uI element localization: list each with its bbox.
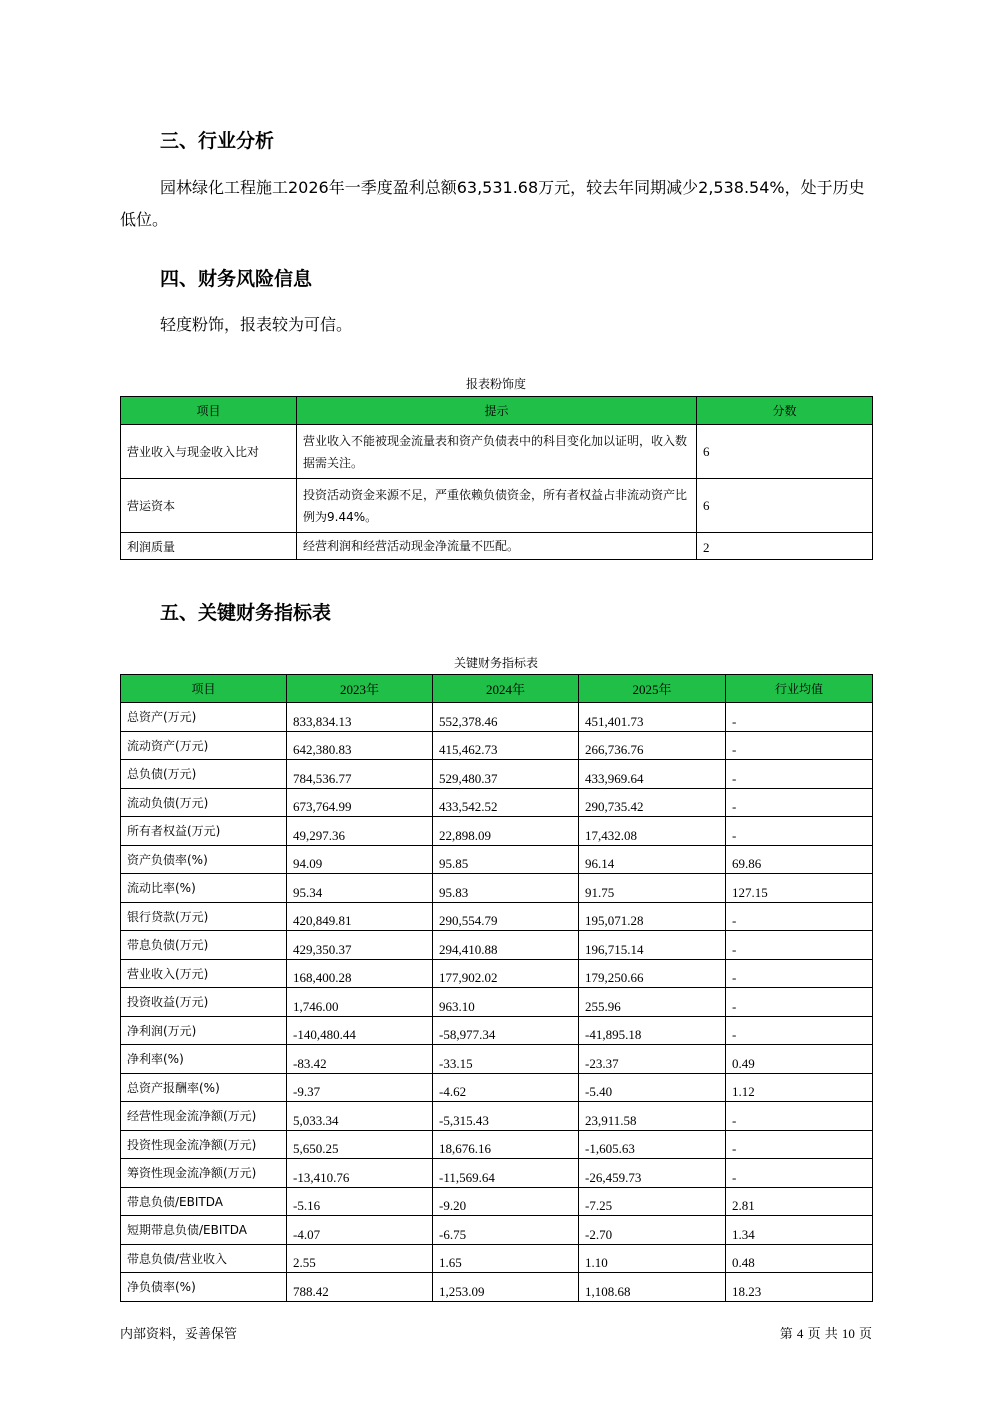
- value-cell: -33.15: [433, 1045, 579, 1074]
- value-cell: 95.34: [287, 874, 433, 903]
- table-row: [121, 1273, 873, 1302]
- value-cell: 0.48: [726, 1244, 873, 1273]
- indicator-name-cell: 净利率(%): [121, 1045, 287, 1074]
- value-cell: 451,401.73: [579, 703, 726, 732]
- value-cell: -: [726, 988, 873, 1017]
- indicator-name-cell: 净利润(万元): [121, 1016, 287, 1045]
- table-row: [121, 760, 873, 789]
- value-cell: 195,071.28: [579, 902, 726, 931]
- table1-header-row: [121, 397, 873, 425]
- indicator-name-cell: 营业收入(万元): [121, 959, 287, 988]
- value-cell: 642,380.83: [287, 731, 433, 760]
- table-row: [121, 902, 873, 931]
- value-cell: -26,459.73: [579, 1159, 726, 1188]
- value-cell: -: [726, 1159, 873, 1188]
- value-cell: 96.14: [579, 845, 726, 874]
- whitewash-table: [120, 396, 873, 560]
- table-row: [121, 703, 873, 732]
- value-cell: -9.20: [433, 1187, 579, 1216]
- table-row: [121, 931, 873, 960]
- table-row: [121, 1016, 873, 1045]
- section-3-text: 园林绿化工程施工2026年一季度盈利总额63,531.68万元，较去年同期减少2,538.54%，处于历史低位。: [120, 178, 865, 229]
- value-cell: 168,400.28: [287, 959, 433, 988]
- section-4-title: 四、财务风险信息: [160, 268, 313, 290]
- value-cell: -6.75: [433, 1216, 579, 1245]
- indicator-name-cell: 筹资性现金流净额(万元): [121, 1159, 287, 1188]
- value-cell: 49,297.36: [287, 817, 433, 846]
- footer-page-info: [780, 1323, 872, 1342]
- section-5-title: 五、关键财务指标表: [160, 602, 332, 624]
- table-row: [121, 817, 873, 846]
- indicator-name-cell: 流动比率(%): [121, 874, 287, 903]
- value-cell: -: [726, 703, 873, 732]
- value-cell: 18.23: [726, 1273, 873, 1302]
- value-cell: 784,536.77: [287, 760, 433, 789]
- table1-header-cell: 提示: [297, 397, 697, 425]
- value-cell: 420,849.81: [287, 902, 433, 931]
- table-row: [121, 1130, 873, 1159]
- value-cell: 91.75: [579, 874, 726, 903]
- value-cell: -7.25: [579, 1187, 726, 1216]
- value-cell: -: [726, 788, 873, 817]
- value-cell: 1.10: [579, 1244, 726, 1273]
- table-row: [121, 959, 873, 988]
- value-cell: -4.62: [433, 1073, 579, 1102]
- score-cell: 6: [697, 425, 873, 479]
- table2-caption: 关键财务指标表: [453, 656, 538, 670]
- value-cell: 22,898.09: [433, 817, 579, 846]
- value-cell: -1,605.63: [579, 1130, 726, 1159]
- value-cell: -58,977.34: [433, 1016, 579, 1045]
- value-cell: 179,250.66: [579, 959, 726, 988]
- value-cell: 294,410.88: [433, 931, 579, 960]
- value-cell: 177,902.02: [433, 959, 579, 988]
- value-cell: -5.40: [579, 1073, 726, 1102]
- footer-confidential-note: 内部资料，妥善保管: [120, 1327, 238, 1342]
- value-cell: -140,480.44: [287, 1016, 433, 1045]
- table-row: [121, 845, 873, 874]
- indicator-name-cell: 净负债率(%): [121, 1273, 287, 1302]
- section-3-title: 三、行业分析: [160, 130, 275, 152]
- section-4-text: 轻度粉饰，报表较为可信。: [160, 315, 353, 334]
- table2-header-cell: 2023年: [287, 675, 433, 703]
- value-cell: 290,735.42: [579, 788, 726, 817]
- page-suffix: 页: [858, 1327, 872, 1342]
- value-cell: 18,676.16: [433, 1130, 579, 1159]
- value-cell: -83.42: [287, 1045, 433, 1074]
- indicator-name-cell: 短期带息负债/EBITDA: [121, 1216, 287, 1245]
- value-cell: 5,033.34: [287, 1102, 433, 1131]
- table-row: [121, 1159, 873, 1188]
- hint-cell: 营业收入不能被现金流量表和资产负债表中的科目变化加以证明，收入数据需关注。: [297, 425, 697, 479]
- table-row: [121, 1045, 873, 1074]
- value-cell: 2.55: [287, 1244, 433, 1273]
- value-cell: 127.15: [726, 874, 873, 903]
- value-cell: -: [726, 731, 873, 760]
- table2-header-cell: 2024年: [433, 675, 579, 703]
- indicator-name-cell: 总资产(万元): [121, 703, 287, 732]
- value-cell: -5.16: [287, 1187, 433, 1216]
- value-cell: 552,378.46: [433, 703, 579, 732]
- value-cell: 529,480.37: [433, 760, 579, 789]
- page-mid: 页 共: [807, 1327, 838, 1342]
- indicator-name-cell: 所有者权益(万元): [121, 817, 287, 846]
- value-cell: 23,911.58: [579, 1102, 726, 1131]
- value-cell: 433,542.52: [433, 788, 579, 817]
- value-cell: 94.09: [287, 845, 433, 874]
- hint-cell: 投资活动资金来源不足，严重依赖负债资金，所有者权益占非流动资产比例为9.44%。: [297, 479, 697, 533]
- table-row: [121, 1244, 873, 1273]
- table-row: [121, 1187, 873, 1216]
- table1-header-cell: 分数: [697, 397, 873, 425]
- value-cell: -: [726, 760, 873, 789]
- value-cell: 0.49: [726, 1045, 873, 1074]
- value-cell: -: [726, 959, 873, 988]
- table1-header-cell: 项目: [121, 397, 297, 425]
- value-cell: -11,569.64: [433, 1159, 579, 1188]
- value-cell: -23.37: [579, 1045, 726, 1074]
- indicator-name-cell: 经营性现金流净额(万元): [121, 1102, 287, 1131]
- item-cell: 营业收入与现金收入比对: [121, 425, 297, 479]
- key-financial-indicators-table: [120, 674, 873, 1302]
- value-cell: 429,350.37: [287, 931, 433, 960]
- indicator-name-cell: 投资收益(万元): [121, 988, 287, 1017]
- value-cell: 69.86: [726, 845, 873, 874]
- value-cell: 433,969.64: [579, 760, 726, 789]
- table-row: [121, 425, 873, 479]
- value-cell: -: [726, 817, 873, 846]
- value-cell: -13,410.76: [287, 1159, 433, 1188]
- value-cell: 196,715.14: [579, 931, 726, 960]
- value-cell: 1.34: [726, 1216, 873, 1245]
- value-cell: 1.12: [726, 1073, 873, 1102]
- indicator-name-cell: 带息负债(万元): [121, 931, 287, 960]
- value-cell: -5,315.43: [433, 1102, 579, 1131]
- value-cell: -41,895.18: [579, 1016, 726, 1045]
- table-row: [121, 874, 873, 903]
- page-number: 4: [796, 1326, 804, 1341]
- value-cell: 2.81: [726, 1187, 873, 1216]
- value-cell: 290,554.79: [433, 902, 579, 931]
- table-row: [121, 1216, 873, 1245]
- table-row: [121, 788, 873, 817]
- score-cell: 6: [697, 479, 873, 533]
- value-cell: 833,834.13: [287, 703, 433, 732]
- table1-caption: 报表粉饰度: [465, 377, 526, 391]
- table-row: [121, 988, 873, 1017]
- indicator-name-cell: 带息负债/EBITDA: [121, 1187, 287, 1216]
- item-cell: 营运资本: [121, 479, 297, 533]
- hint-cell: 经营利润和经营活动现金净流量不匹配。: [297, 533, 697, 560]
- table2-header-cell: 项目: [121, 675, 287, 703]
- value-cell: 17,432.08: [579, 817, 726, 846]
- value-cell: 788.42: [287, 1273, 433, 1302]
- table-row: [121, 1102, 873, 1131]
- value-cell: -: [726, 1102, 873, 1131]
- value-cell: 255.96: [579, 988, 726, 1017]
- page-prefix: 第: [779, 1327, 793, 1342]
- value-cell: -: [726, 1130, 873, 1159]
- value-cell: -2.70: [579, 1216, 726, 1245]
- indicator-name-cell: 总负债(万元): [121, 760, 287, 789]
- indicator-name-cell: 流动资产(万元): [121, 731, 287, 760]
- value-cell: 415,462.73: [433, 731, 579, 760]
- value-cell: -4.07: [287, 1216, 433, 1245]
- value-cell: 95.83: [433, 874, 579, 903]
- value-cell: 1,253.09: [433, 1273, 579, 1302]
- value-cell: 1,746.00: [287, 988, 433, 1017]
- item-cell: 利润质量: [121, 533, 297, 560]
- score-cell: 2: [697, 533, 873, 560]
- indicator-name-cell: 带息负债/营业收入: [121, 1244, 287, 1273]
- value-cell: 95.85: [433, 845, 579, 874]
- value-cell: 5,650.25: [287, 1130, 433, 1159]
- table2-header-row: [121, 675, 873, 703]
- value-cell: 1.65: [433, 1244, 579, 1273]
- total-pages: 10: [841, 1326, 855, 1341]
- table-row: [121, 731, 873, 760]
- indicator-name-cell: 流动负债(万元): [121, 788, 287, 817]
- table-row: [121, 533, 873, 560]
- table-row: [121, 479, 873, 533]
- table2-header-cell: 行业均值: [726, 675, 873, 703]
- value-cell: -: [726, 902, 873, 931]
- indicator-name-cell: 总资产报酬率(%): [121, 1073, 287, 1102]
- value-cell: 963.10: [433, 988, 579, 1017]
- table2-header-cell: 2025年: [579, 675, 726, 703]
- value-cell: -9.37: [287, 1073, 433, 1102]
- indicator-name-cell: 银行贷款(万元): [121, 902, 287, 931]
- value-cell: 266,736.76: [579, 731, 726, 760]
- indicator-name-cell: 投资性现金流净额(万元): [121, 1130, 287, 1159]
- table-row: [121, 1073, 873, 1102]
- value-cell: 673,764.99: [287, 788, 433, 817]
- indicator-name-cell: 资产负债率(%): [121, 845, 287, 874]
- value-cell: 1,108.68: [579, 1273, 726, 1302]
- value-cell: -: [726, 931, 873, 960]
- value-cell: -: [726, 1016, 873, 1045]
